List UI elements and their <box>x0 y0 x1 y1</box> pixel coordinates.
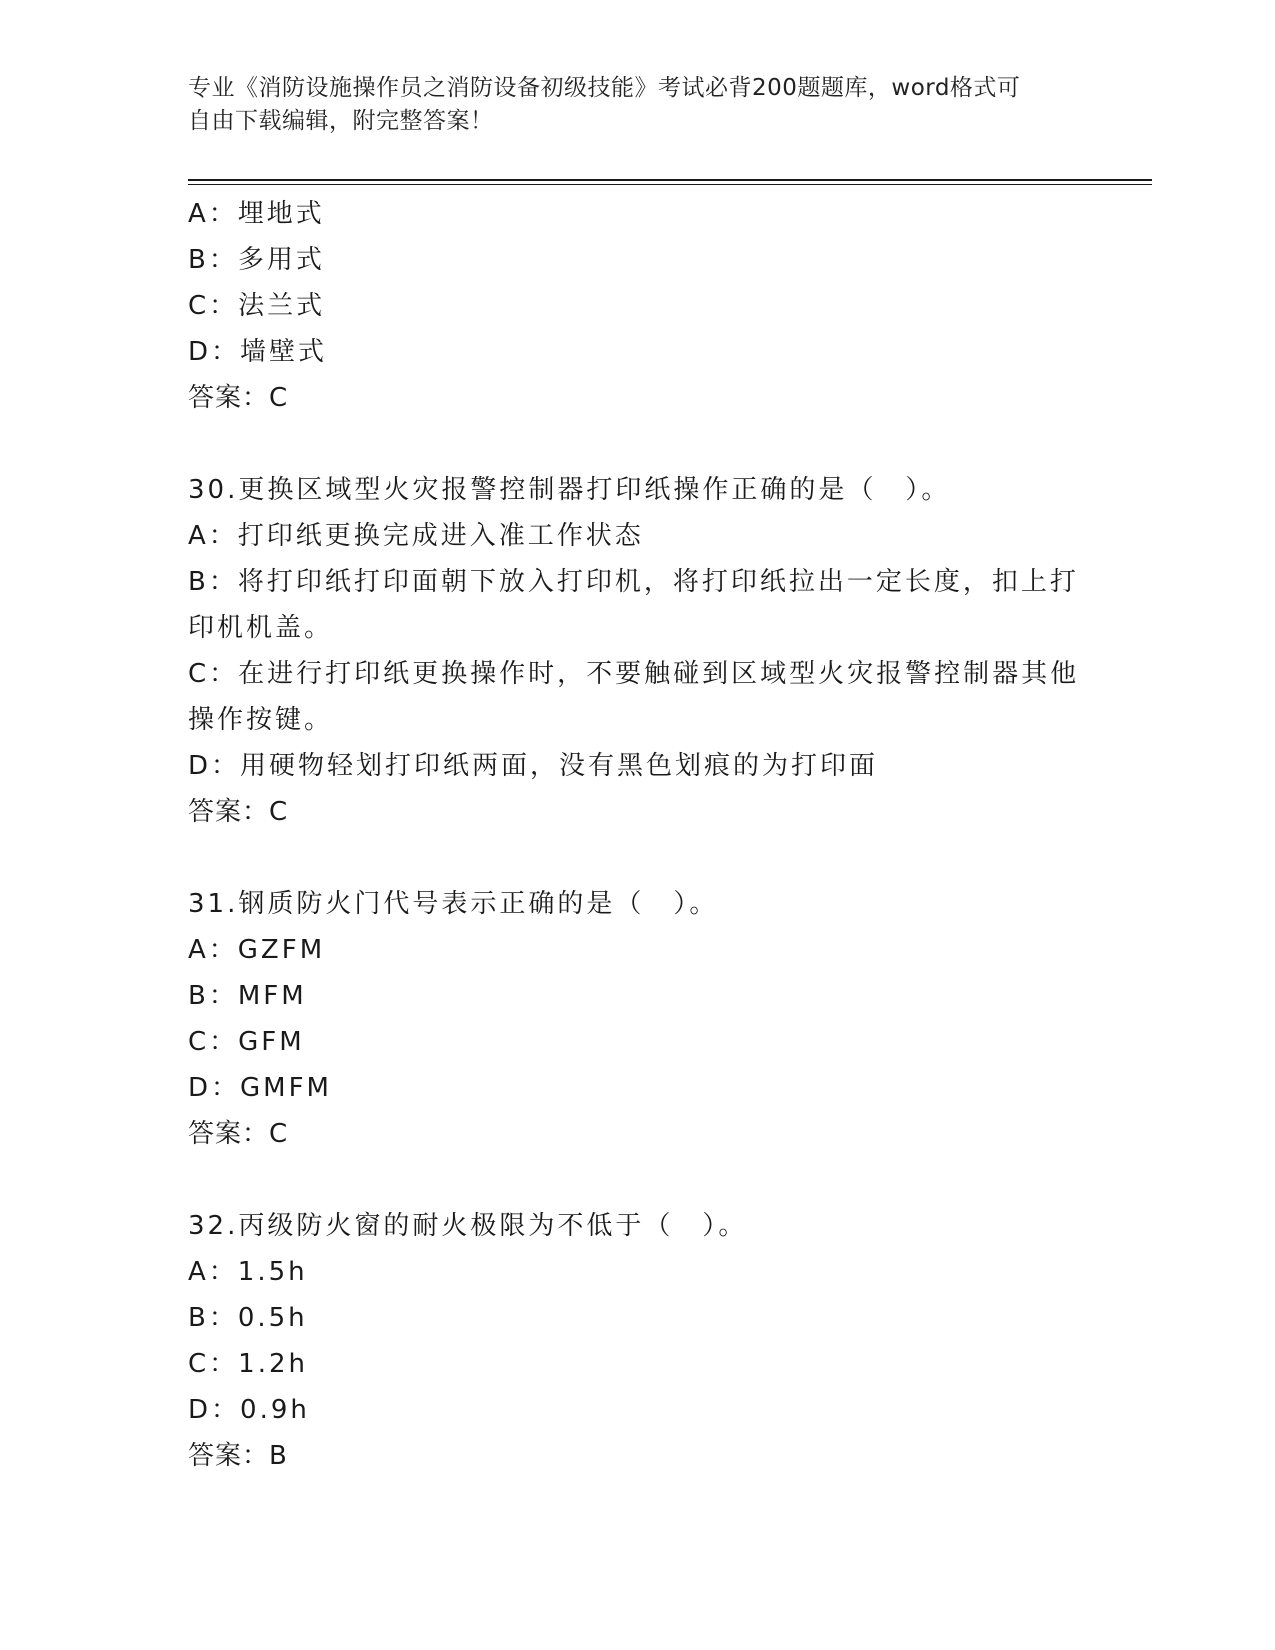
q32-option-c: C：1.2h <box>188 1349 308 1379</box>
question-list <box>188 191 1088 1479</box>
q31-option-b: B：MFM <box>188 981 307 1011</box>
q30-option-a: A：打印纸更换完成进入准工作状态 <box>188 521 644 551</box>
q30-option-c-line1: C：在进行打印纸更换操作时，不要触碰到区域型火灾报警控制器其他 <box>188 659 1080 689</box>
q31-question-text: 31.钢质防火门代号表示正确的是（ ）。 <box>188 889 719 919</box>
header-divider-thick <box>188 179 1152 181</box>
q32-option-a: A：1.5h <box>188 1257 308 1287</box>
q29-option-a: A：埋地式 <box>188 199 325 229</box>
q32-option-d: D：0.9h <box>188 1395 310 1425</box>
q32-answer: 答案：B <box>188 1441 288 1471</box>
q32-option-b: B：0.5h <box>188 1303 308 1333</box>
question-30 <box>188 467 1088 835</box>
q30-option-d: D：用硬物轻划打印纸两面，没有黑色划痕的为打印面 <box>188 751 879 781</box>
q31-answer: 答案：C <box>188 1119 289 1149</box>
q31-option-a: A：GZFM <box>188 935 326 965</box>
header-line-2: 自由下载编辑，附完整答案！ <box>188 108 494 134</box>
q31-option-c: C：GFM <box>188 1027 305 1057</box>
spacer <box>188 421 1088 467</box>
q30-option-b-line1: B：将打印纸打印面朝下放入打印机，将打印纸拉出一定长度，扣上打 <box>188 567 1079 597</box>
q32-question-text: 32.丙级防火窗的耐火极限为不低于（ ）。 <box>188 1211 748 1241</box>
q29-option-c: C：法兰式 <box>188 291 326 321</box>
question-29 <box>188 191 1088 421</box>
question-32 <box>188 1203 1088 1479</box>
q30-question-text: 30.更换区域型火灾报警控制器打印纸操作正确的是（ ）。 <box>188 475 951 505</box>
document-header <box>188 72 1068 138</box>
q30-option-c-line2: 操作按键。 <box>188 705 334 735</box>
header-divider-thin <box>188 184 1152 185</box>
q30-option-b-line2: 印机机盖。 <box>188 613 334 643</box>
question-31 <box>188 881 1088 1157</box>
header-line-1: 专业《消防设施操作员之消防设备初级技能》考试必背200题题库，word格式可 <box>188 75 1021 101</box>
spacer <box>188 1157 1088 1203</box>
q29-option-b: B：多用式 <box>188 245 325 275</box>
q29-answer: 答案：C <box>188 383 289 413</box>
q30-answer: 答案：C <box>188 797 289 827</box>
q29-option-d: D：墙壁式 <box>188 337 328 367</box>
q31-option-d: D：GMFM <box>188 1073 332 1103</box>
spacer <box>188 835 1088 881</box>
